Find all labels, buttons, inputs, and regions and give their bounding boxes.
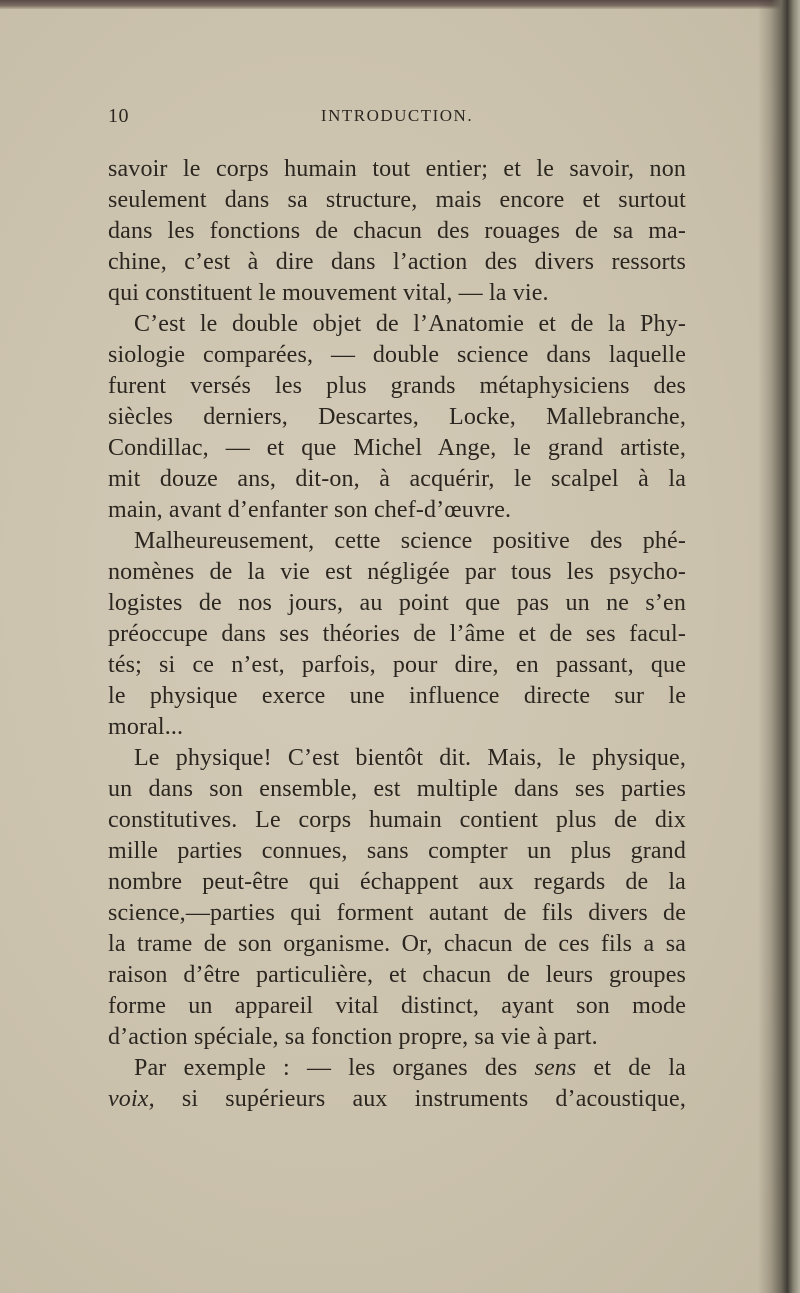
text-line: dans les fonctions de chacun des rouages de sa ma- — [108, 218, 686, 244]
text-line: nombre peut-être qui échappent aux regards de la — [108, 869, 686, 895]
text-run: Par exemple : — les organes des — [134, 1055, 535, 1081]
page-number: 10 — [108, 105, 129, 127]
text-line: constitutives. Le corps humain contient plus de dix — [108, 807, 686, 833]
text-line: logistes de nos jours, au point que pas un ne s’en — [108, 590, 686, 616]
text-line: un dans son ensemble, est multiple dans ses parties — [108, 776, 686, 802]
page-top-edge — [0, 0, 800, 9]
running-head: INTRODUCTION. — [320, 106, 474, 125]
text-line: qui constituent le mouvement vital, — la vie. — [108, 280, 549, 306]
text-line: mit douze ans, dit-on, à acquérir, le scalpel à la — [108, 466, 686, 492]
text-line: d’action spéciale, sa fonction propre, sa vie à part. — [108, 1024, 598, 1050]
text-line: siècles derniers, Descartes, Locke, Mallebranche, — [108, 404, 686, 430]
text-line: Condillac, — et que Michel Ange, le grand artiste, — [108, 435, 686, 461]
text-line: moral... — [108, 714, 184, 740]
text-line: savoir le corps humain tout entier; et le savoir, non — [108, 156, 686, 182]
text-run: et de la — [576, 1055, 686, 1081]
text-line: tés; si ce n’est, parfois, pour dire, en passant, que — [108, 652, 686, 678]
text-line: le physique exerce une influence directe sur le — [108, 683, 686, 709]
text-line: raison d’être particulière, et chacun de leurs groupes — [108, 962, 686, 988]
text-line: siologie comparées, — double science dans laquelle — [108, 342, 686, 368]
text-line: nomènes de la vie est négligée par tous les psycho- — [108, 559, 686, 585]
text-run: si supérieurs aux instruments d’acoustique, — [154, 1086, 686, 1112]
text-line: main, avant d’enfanter son chef-d’œuvre. — [108, 497, 512, 523]
text-line: Le physique! C’est bientôt dit. Mais, le physique, — [134, 745, 686, 771]
text-line: chine, c’est à dire dans l’action des divers ressorts — [108, 249, 686, 275]
body-text — [108, 154, 686, 1115]
text-line-mixed — [108, 1084, 686, 1115]
text-line: seulement dans sa structure, mais encore et surtout — [108, 187, 686, 213]
text-line: Malheureusement, cette science positive des phé- — [134, 528, 686, 554]
italic-word: voix, — [108, 1086, 155, 1112]
text-line: furent versés les plus grands métaphysiciens des — [108, 373, 686, 399]
text-line: science,—parties qui forment autant de fils divers de — [108, 900, 686, 926]
text-line: forme un appareil vital distinct, ayant son mode — [108, 993, 686, 1019]
italic-word: sens — [534, 1055, 577, 1081]
text-line: la trame de son organisme. Or, chacun de ces fils a sa — [108, 931, 686, 957]
text-line: préoccupe dans ses théories de l’âme et de ses facul- — [108, 621, 686, 647]
page-gutter-shadow — [758, 0, 800, 1293]
text-line: mille parties connues, sans compter un plus grand — [108, 838, 686, 864]
text-line-mixed — [108, 1053, 686, 1084]
text-line: C’est le double objet de l’Anatomie et de la Phy- — [134, 311, 686, 337]
page-header — [108, 105, 686, 135]
